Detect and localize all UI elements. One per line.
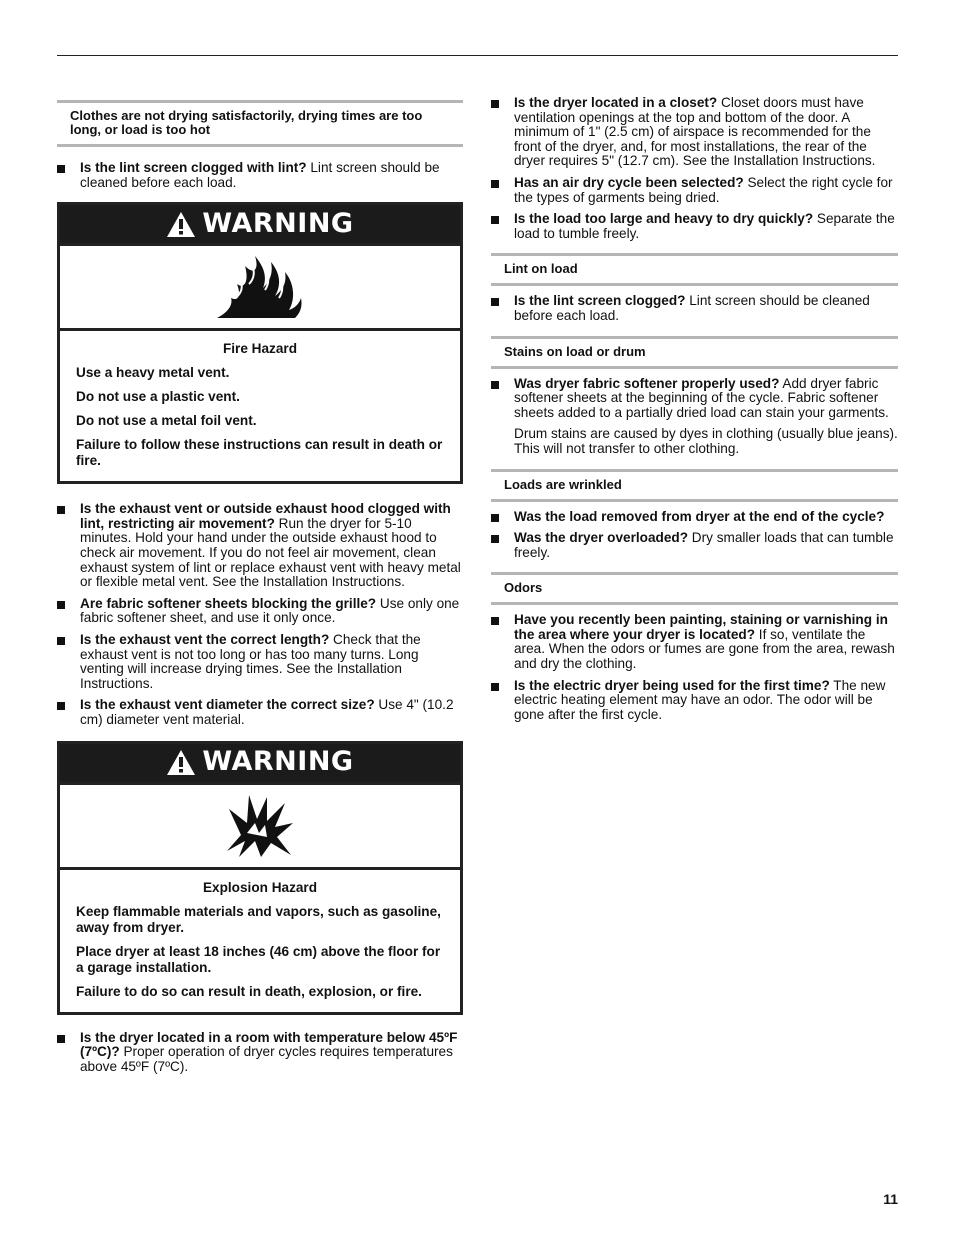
question-text: Is the exhaust vent or outside exhaust hood clogged with lint, restricting air movement? <box>80 501 451 531</box>
warning-title: WARNING <box>202 207 354 239</box>
section-title-lint: Lint on load <box>491 253 898 286</box>
question-text: Is the lint screen clogged with lint? <box>80 160 307 175</box>
fire-icon <box>215 254 305 320</box>
warning-line: Place dryer at least 18 inches (46 cm) above the floor for a garage installation. <box>76 943 441 975</box>
list-item-closet <box>491 96 898 169</box>
warning-line: Use a heavy metal vent. <box>76 365 230 381</box>
list-item-diameter <box>57 698 463 727</box>
list-item-temperature <box>57 1031 463 1075</box>
left-column <box>57 92 463 1074</box>
answer-text: Dry smaller loads that can tumble freely. <box>514 530 894 560</box>
answer-text: Run the dryer for 5-10 minutes. Hold your hand under the outside exhaust hood to check air movement. If you do not feel air movement, clean exhaust system of lint or replace exhaust vent with heavy metal or flexible metal vent. See the Installation Instructions. <box>80 515 461 590</box>
explosion-pictogram <box>60 785 460 870</box>
question-text: Is the lint screen clogged? <box>514 293 686 309</box>
section-title-odors: Odors <box>491 572 898 605</box>
fire-pictogram <box>60 246 460 331</box>
question-text: Is the exhaust vent diameter the correct size? <box>80 697 375 713</box>
section-title-drying: Clothes are not drying satisfactorily, drying times are too long, or load is too hot <box>57 100 463 147</box>
section-title-wrinkled: Loads are wrinkled <box>491 469 898 502</box>
explosion-warning-box <box>57 741 463 1015</box>
section-title-stains: Stains on load or drum <box>491 336 898 369</box>
question-text: Was the load removed from dryer at the end of the cycle? <box>514 508 885 524</box>
question-text: Was dryer fabric softener properly used? <box>514 375 780 391</box>
answer-text: The new electric heating element may have an odor. The odor will be gone after the first cycle. <box>514 677 886 722</box>
list-item-painting <box>491 613 898 671</box>
answer-text: Check that the exhaust vent is not too long or has too many turns. Long venting will increase drying times. See the Installation Instructions. <box>80 631 421 691</box>
hazard-title: Fire Hazard <box>222 341 298 357</box>
list-item-first-time <box>491 679 898 723</box>
answer-text: Add dryer fabric softener sheets at the beginning of the cycle. Fabric softener sheets added to a partially dried load can stain your garments. <box>514 375 889 420</box>
answer-text: Lint screen should be cleaned before each load. <box>514 293 870 323</box>
stains-note: Drum stains are caused by dyes in clothing (usually blue jeans). This will not transfer to other clothing. <box>514 426 898 456</box>
answer-text: Use 4" (10.2 cm) diameter vent material. <box>80 697 454 727</box>
answer-text: Proper operation of dryer cycles requires temperatures above 45ºF (7ºC). <box>80 1044 453 1074</box>
answer-text: If so, ventilate the area. When the odors or fumes are gone from the area, rewash and dry the clothing. <box>514 626 895 672</box>
warning-line: Failure to follow these instructions can result in death or fire. <box>76 437 443 469</box>
warning-title: WARNING <box>202 746 354 778</box>
question-text: Are fabric softener sheets blocking the grille? <box>80 595 377 611</box>
question-text: Has an air dry cycle been selected? <box>514 174 744 190</box>
warning-triangle-icon <box>166 749 196 776</box>
question-text: Is the electric dryer being used for the first time? <box>514 677 830 693</box>
question-text: Was the dryer overloaded? <box>514 530 688 546</box>
fire-warning-box <box>57 202 463 484</box>
answer-text: Closet doors must have ventilation openings at the top and bottom of the door. A minimum of 1" (2.5 cm) of airspace is recommended for the front of the dryer, and, for most installations, the rear of the dryer requires 5" (12.7 cm). See the Installation Instructions. <box>514 95 876 169</box>
list-item-overloaded <box>491 531 898 560</box>
warning-line: Do not use a metal foil vent. <box>76 413 257 429</box>
top-rule <box>57 55 898 56</box>
warning-line: Do not use a plastic vent. <box>76 389 240 405</box>
answer-text: Separate the load to tumble freely. <box>514 211 895 241</box>
list-item-airdry <box>491 176 898 205</box>
question-text: Is the dryer located in a room with temperature below 45ºF (7ºC)? <box>80 1029 458 1060</box>
list-item-lint <box>57 161 463 190</box>
warning-body <box>60 331 460 481</box>
warning-body <box>60 870 460 1012</box>
right-column <box>491 92 898 722</box>
warning-header <box>60 205 460 246</box>
answer-text: Lint screen should be cleaned before each load. <box>80 160 440 190</box>
warning-line: Failure to do so can result in death, explosion, or fire. <box>76 983 422 999</box>
answer-text: Use only one fabric softener sheet, and use it only once. <box>80 595 460 626</box>
question-text: Is the load too large and heavy to dry quickly? <box>514 211 814 227</box>
warning-header <box>60 744 460 785</box>
hazard-title: Explosion Hazard <box>202 879 318 895</box>
list-item-exhaust <box>57 502 463 590</box>
list-item-large-load <box>491 212 898 241</box>
explosion-icon <box>225 793 295 859</box>
list-item-softener-used <box>491 377 898 421</box>
list-item-load-removed <box>491 510 898 525</box>
warning-line: Keep flammable materials and vapors, such as gasoline, away from dryer. <box>76 903 441 935</box>
list-item-softener <box>57 597 463 626</box>
question-text: Is the exhaust vent the correct length? <box>80 631 330 647</box>
page-number: 11 <box>883 1191 898 1207</box>
answer-text: Select the right cycle for the types of garments being dried. <box>514 174 893 205</box>
list-item-lint-clogged <box>491 294 898 323</box>
question-text: Is the dryer located in a closet? <box>514 95 718 110</box>
question-text: Have you recently been painting, staining or varnishing in the area where your dryer is located? <box>514 612 888 642</box>
warning-triangle-icon <box>166 211 196 238</box>
list-item-length <box>57 633 463 691</box>
